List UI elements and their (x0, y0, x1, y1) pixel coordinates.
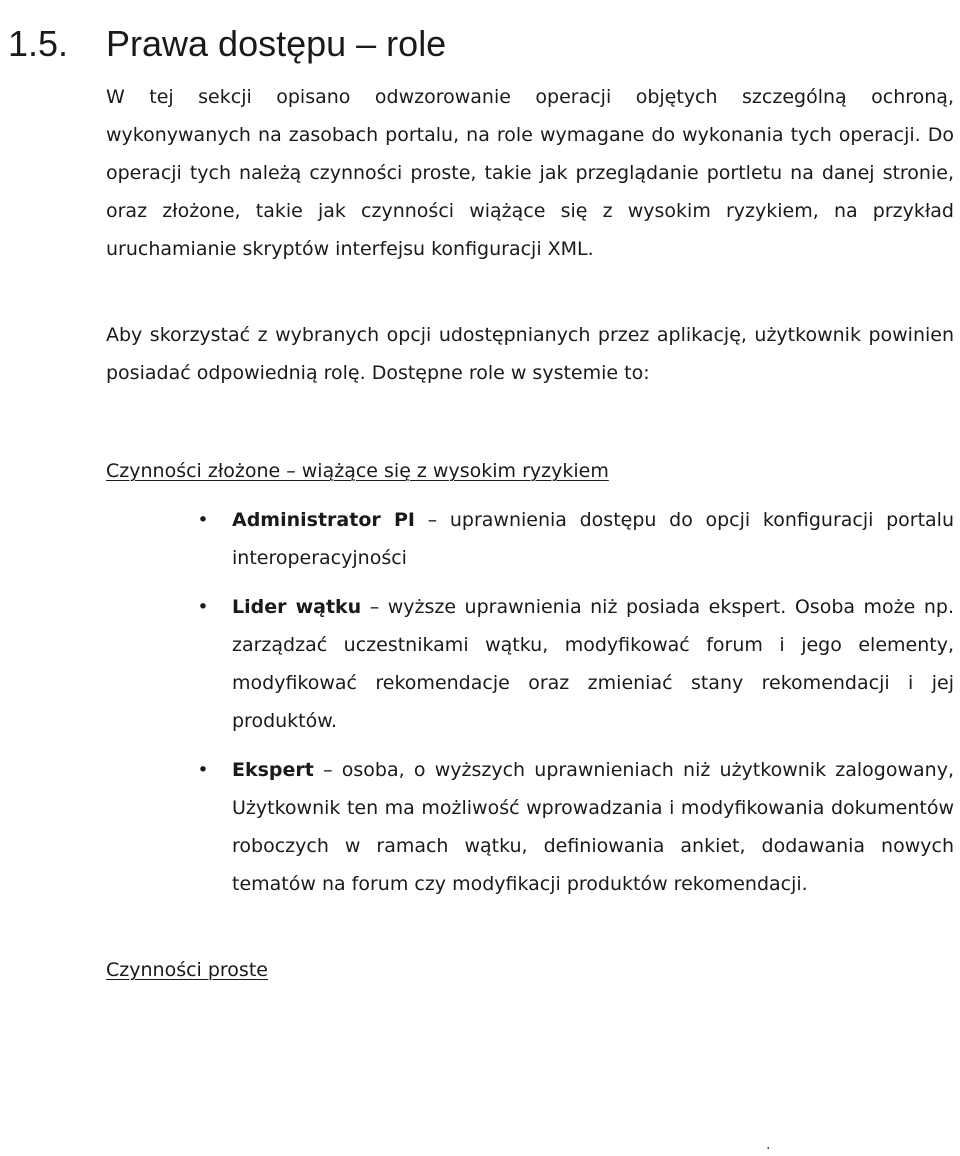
page-mark: . (766, 1137, 771, 1153)
section-title: Prawa dostępu – role (106, 23, 447, 64)
complex-actions-heading: Czynności złożone – wiążące się z wysokim ryzykiem (106, 460, 609, 482)
simple-actions-heading: Czynności proste (106, 959, 268, 981)
role-item-ekspert (197, 751, 954, 903)
role-description: – wyższe uprawnienia niż posiada ekspert. Osoba może np. zarządzać uczestnikami wątku, modyfikować forum i jego elementy, modyfikować rekomendacje oraz zmieniać stany rekomendacji i jej produktów. (232, 596, 954, 732)
role-name: Lider wątku (232, 596, 362, 618)
section-number: 1.5. (8, 23, 69, 64)
role-name: Ekspert (232, 759, 314, 781)
bullet-icon: • (197, 596, 209, 618)
role-description: – osoba, o wyższych uprawnieniach niż użytkownik zalogowany, Użytkownik ten ma możliwość wprowadzania i modyfikowania dokumentów roboczych w ramach wątku, definiowania ankiet, dodawania nowych tematów na forum czy modyfikacji produktów rekomendacji. (232, 759, 954, 895)
role-item-administrator-pi (197, 501, 954, 577)
section-heading (8, 18, 446, 70)
roles-intro-paragraph: Aby skorzystać z wybranych opcji udostępnianych przez aplikację, użytkownik powinien posiadać odpowiednią rolę. Dostępne role w systemie to: (106, 324, 954, 384)
bullet-icon: • (197, 509, 209, 531)
role-item-lider-watku (197, 588, 954, 740)
role-name: Administrator PI (232, 509, 415, 531)
role-description: – uprawnienia dostępu do opcji konfiguracji portalu interoperacyjności (232, 509, 954, 569)
intro-paragraph: W tej sekcji opisano odwzorowanie operacji objętych szczególną ochroną, wykonywanych na zasobach portalu, na role wymagane do wykonania tych operacji. Do operacji tych należą czynności proste, takie jak przeglądanie portletu na danej stronie, oraz złożone, takie jak czynności wiążące się z wysokim ryzykiem, na przykład uruchamianie skryptów interfejsu konfiguracji XML. (106, 86, 954, 260)
bullet-icon: • (197, 759, 209, 781)
